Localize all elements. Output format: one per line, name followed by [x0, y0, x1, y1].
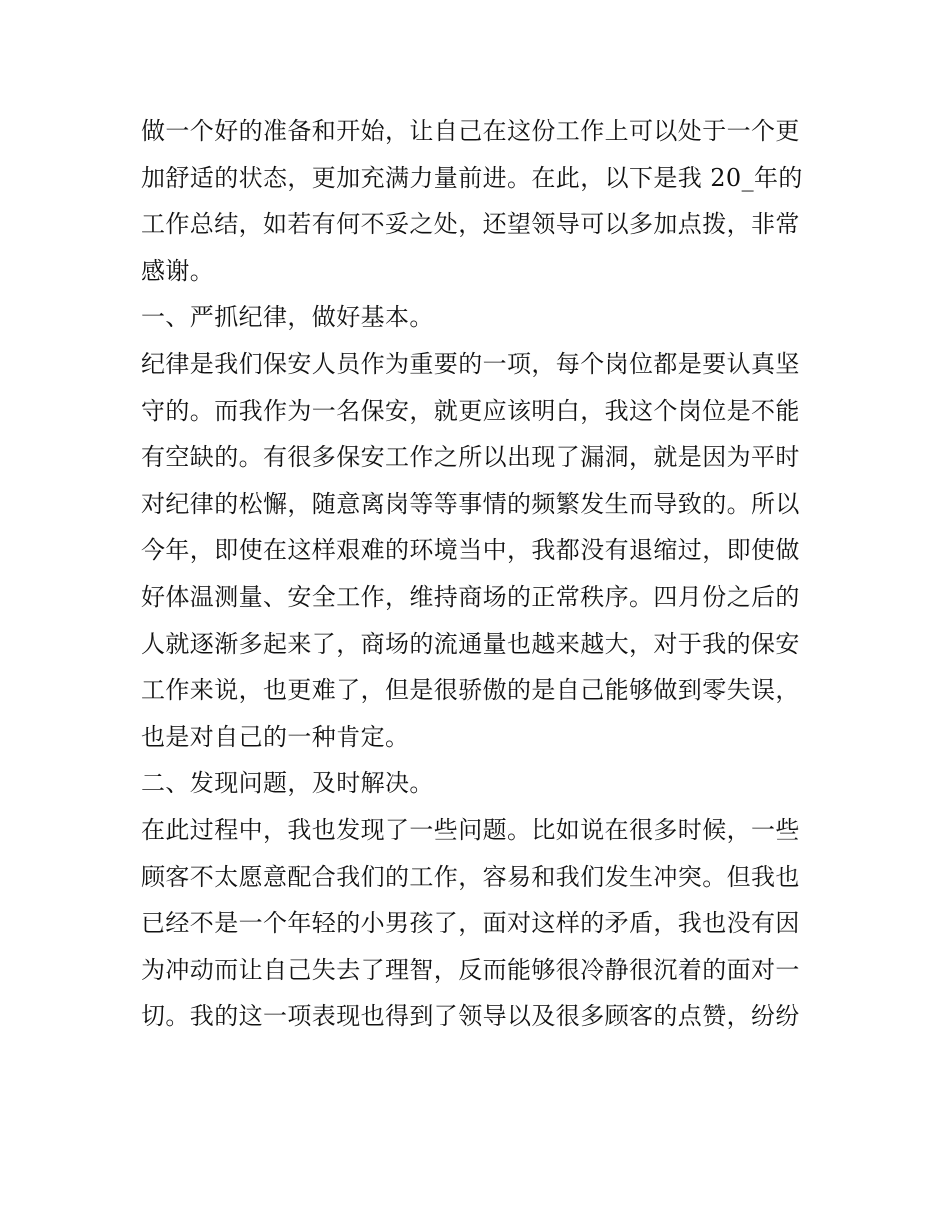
- text-line: 在此过程中，我也发现了一些问题。比如说在很多时候，一些: [141, 815, 800, 844]
- text-line: 好体温测量、安全工作，维持商场的正常秩序。四月份之后的: [141, 582, 800, 611]
- document-body: [141, 108, 811, 1040]
- text-line: 加舒适的状态，更加充满力量前进。在此，以下是我 20_年的: [141, 163, 803, 192]
- text-line: 人就逐渐多起来了，商场的流通量也越来越大，对于我的保安: [141, 629, 800, 658]
- section-heading: 一、严抓纪律，做好基本。: [141, 303, 434, 332]
- text-line: 也是对自己的一种肯定。: [141, 722, 410, 751]
- text-line: 纪律是我们保安人员作为重要的一项，每个岗位都是要认真坚: [141, 349, 800, 378]
- section-heading: 二、发现问题，及时解决。: [141, 769, 434, 798]
- text-line: 守的。而我作为一名保安，就更应该明白，我这个岗位是不能: [141, 396, 800, 425]
- text-line: 对纪律的松懈，随意离岗等等事情的频繁发生而导致的。所以: [141, 489, 800, 518]
- text-line: 今年，即使在这样艰难的环境当中，我都没有退缩过，即使做: [141, 536, 800, 565]
- text-line: 工作总结，如若有何不妥之处，还望领导可以多加点拨，非常: [141, 210, 800, 239]
- text-line: 有空缺的。有很多保安工作之所以出现了漏洞，就是因为平时: [141, 443, 800, 472]
- text-line: 工作来说，也更难了，但是很骄傲的是自己能够做到零失误，: [141, 676, 800, 705]
- text-line: 做一个好的准备和开始，让自己在这份工作上可以处于一个更: [141, 117, 800, 145]
- text-line: 已经不是一个年轻的小男孩了，面对这样的矛盾，我也没有因: [141, 909, 800, 938]
- text-line: 为冲动而让自己失去了理智，反而能够很冷静很沉着的面对一: [141, 955, 800, 984]
- text-line: 顾客不太愿意配合我们的工作，容易和我们发生冲突。但我也: [141, 862, 800, 891]
- text-line: 切。我的这一项表现也得到了领导以及很多顾客的点赞，纷纷: [141, 1002, 800, 1031]
- text-line: 感谢。: [141, 256, 215, 285]
